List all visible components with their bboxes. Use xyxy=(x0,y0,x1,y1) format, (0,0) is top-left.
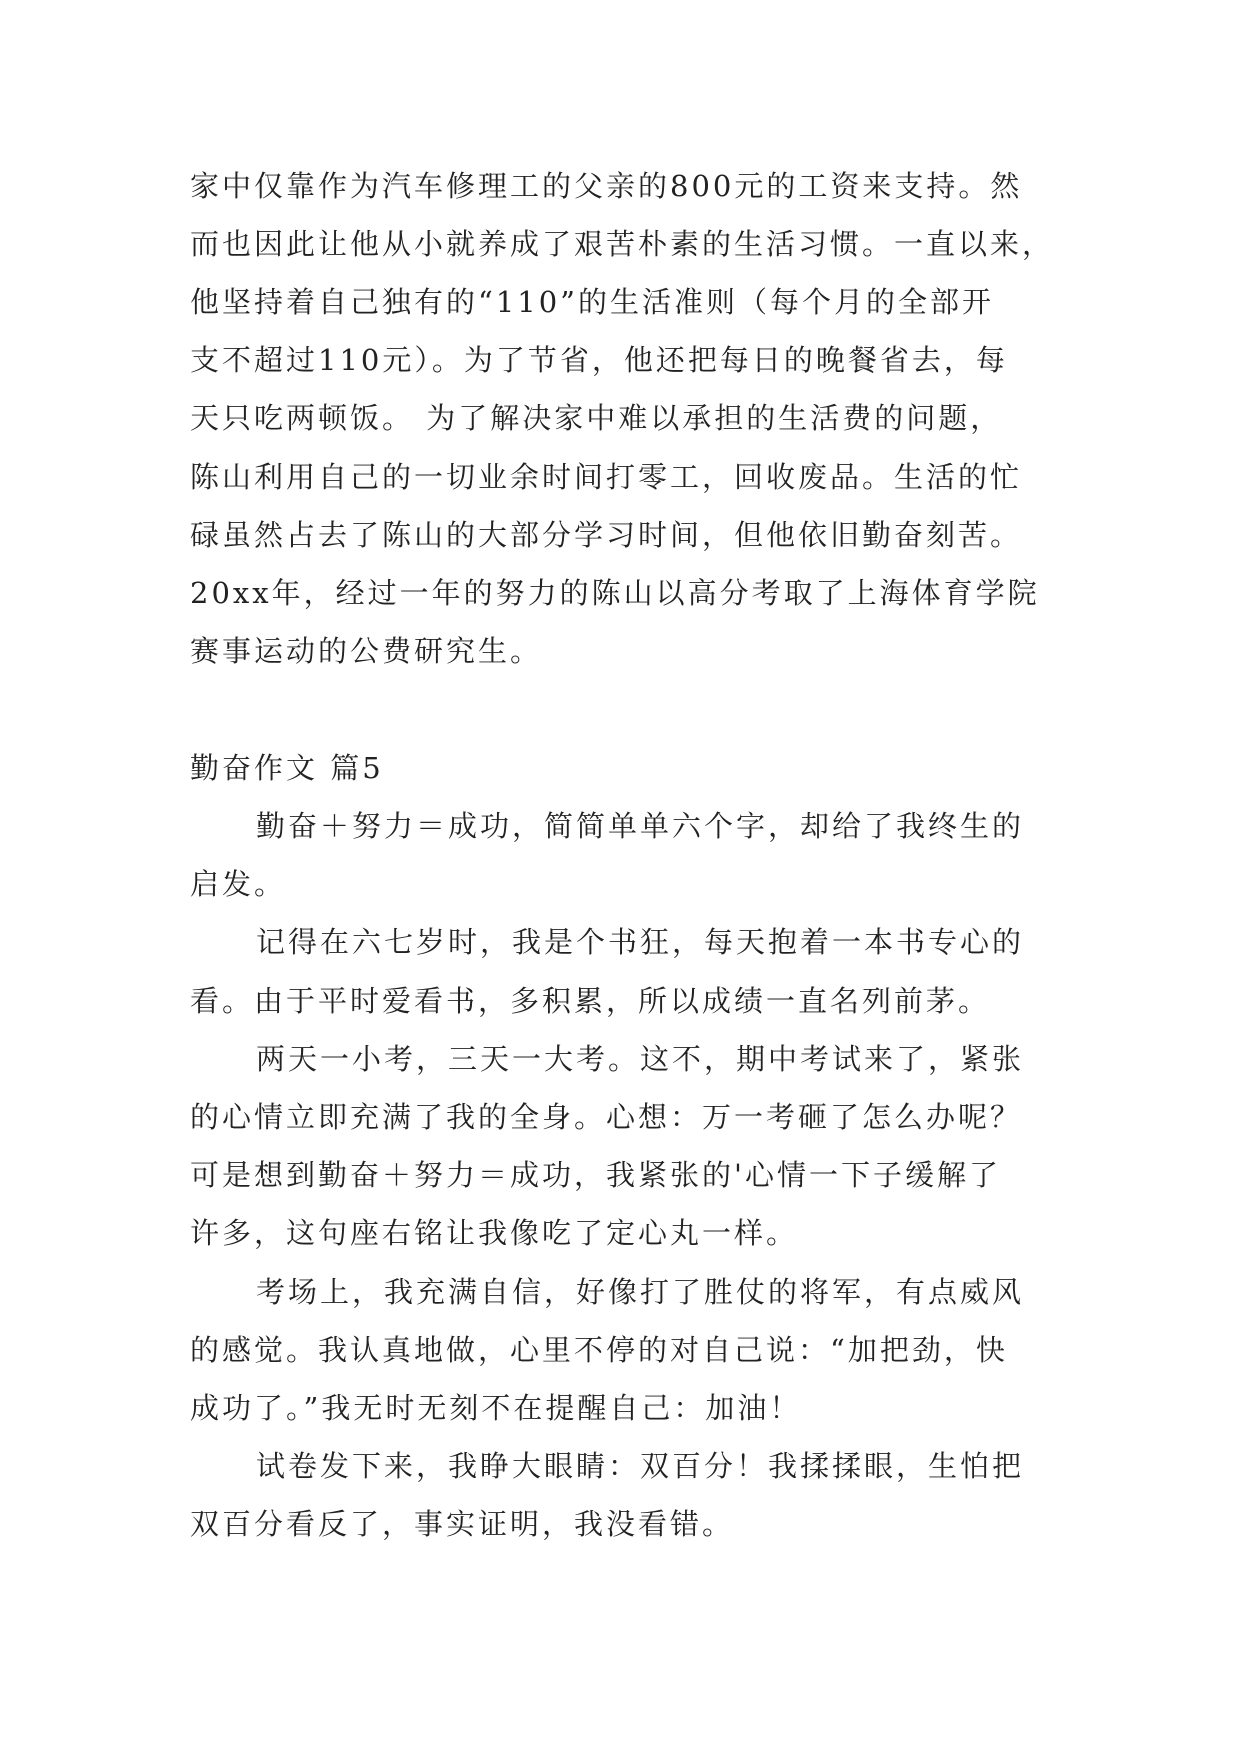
paragraph-line: 启发。 xyxy=(190,867,287,901)
text-line: 陈山利用自己的一切业余时间打零工，回收废品。生活的忙 xyxy=(190,460,1023,494)
paragraph-line: 考场上，我充满自信，好像打了胜仗的将军，有点威风 xyxy=(256,1275,1025,1309)
text-line: 20xx年，经过一年的努力的陈山以高分考取了上海体育学院 xyxy=(190,576,1040,610)
paragraph-line: 成功了。”我无时无刻不在提醒自己：加油！ xyxy=(190,1391,802,1425)
paragraph-line: 勤奋＋努力＝成功，简简单单六个字，却给了我终生的 xyxy=(256,809,1025,843)
paragraph-line: 的感觉。我认真地做，心里不停的对自己说：“加把劲，快 xyxy=(190,1333,1008,1367)
text-line: 天只吃两顿饭。 为了解决家中难以承担的生活费的问题， xyxy=(190,401,1003,435)
text-line: 赛事运动的公费研究生。 xyxy=(190,634,543,668)
section-heading: 勤奋作文 篇5 xyxy=(190,751,384,785)
paragraph-line: 两天一小考，三天一大考。这不，期中考试来了，紧张 xyxy=(256,1042,1025,1076)
paragraph-line: 看。由于平时爱看书，多积累，所以成绩一直名列前茅。 xyxy=(190,984,991,1018)
paragraph-line: 可是想到勤奋＋努力＝成功，我紧张的'心情一下子缓解了 xyxy=(190,1158,1001,1192)
paragraph-line: 双百分看反了，事实证明，我没看错。 xyxy=(190,1507,735,1541)
text-line: 家中仅靠作为汽车修理工的父亲的800元的工资来支持。然 xyxy=(190,169,1023,203)
paragraph-line: 记得在六七岁时，我是个书狂，每天抱着一本书专心的 xyxy=(256,925,1025,959)
paragraph-line: 试卷发下来，我睁大眼睛：双百分！我揉揉眼，生怕把 xyxy=(256,1449,1025,1483)
text-line: 支不超过110元）。为了节省，他还把每日的晚餐省去，每 xyxy=(190,343,1008,377)
paragraph-line: 许多，这句座右铭让我像吃了定心丸一样。 xyxy=(190,1216,799,1250)
paragraph-line: 的心情立即充满了我的全身。心想：万一考砸了怎么办呢？ xyxy=(190,1100,1023,1134)
text-line: 他坚持着自己独有的“110”的生活准则（每个月的全部开 xyxy=(190,285,995,319)
text-line: 而也因此让他从小就养成了艰苦朴素的生活习惯。一直以来， xyxy=(190,227,1055,261)
text-line: 碌虽然占去了陈山的大部分学习时间，但他依旧勤奋刻苦。 xyxy=(190,518,1023,552)
